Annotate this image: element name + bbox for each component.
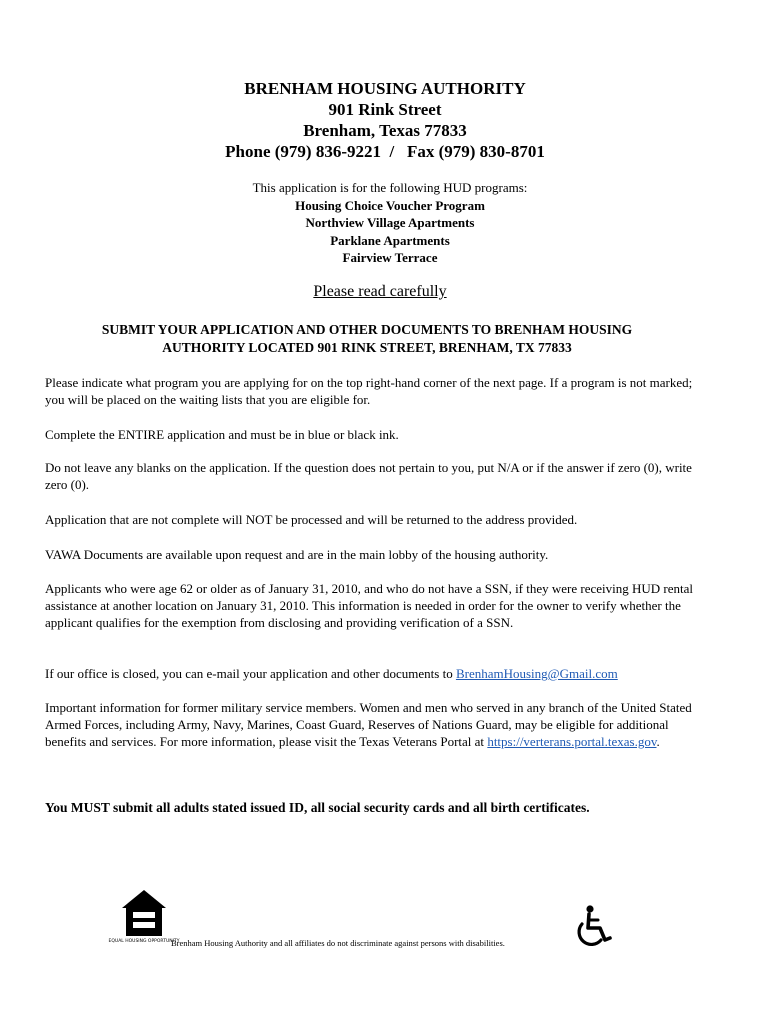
veterans-notice-end: . — [656, 734, 660, 750]
veterans-portal-link[interactable]: https://verterans.portal.texas.gov — [487, 734, 657, 750]
street-address: 901 Rink Street — [328, 100, 442, 119]
program-item: Parklane Apartments — [330, 232, 450, 248]
veterans-notice-text: Important information for former military service members. Women and men who served in any branch of the United Stated Armed Forces, including Army, Navy, Marines, Coast Guard, Reserves of Nations Guard, may be eligible for additional benefits and services. For more information, please visit the Texas Veterans Portal at — [45, 700, 692, 750]
email-link[interactable]: BrenhamHousing@Gmail.com — [455, 666, 618, 681]
equal-housing-icon — [108, 888, 180, 950]
org-name: BRENHAM HOUSING AUTHORITY — [244, 79, 526, 98]
letterhead — [0, 78, 770, 162]
vawa-notice: VAWA Documents are available upon request and are in the main lobby of the housing authority. — [45, 547, 549, 562]
veterans-notice — [45, 699, 705, 751]
program-marking-instruction: Please indicate what program you are applying for on the top right-hand corner of the next page. If a program is not marked; you will be placed on the waiting lists that you are eligible for. — [45, 375, 693, 408]
blanks-instruction: Do not leave any blanks on the application. If the question does not pertain to you, put N/A or if the answer if zero (0), write zero (0). — [45, 460, 692, 493]
email-notice-text: If our office is closed, you can e-mail your application and other documents to — [45, 666, 456, 681]
ssn-exemption-notice: Applicants who were age 62 or older as of January 31, 2010, and who do not have a SSN, if they were receiving HUD rental assistance at another location on January 31, 2010. This information is needed in order for the owner to verify whether the applicant qualifies for the exemption from disclosing and providing verification of a SSN. — [45, 581, 694, 631]
nondiscrimination-statement: Brenham Housing Authority and all affiliates do not discriminate against persons with disabilities. — [171, 938, 505, 948]
incomplete-warning: Application that are not complete will NOT be processed and will be returned to the address provided. — [45, 512, 578, 527]
wheelchair-icon — [572, 904, 618, 950]
equal-housing-logo-text: EQUAL HOUSING OPPORTUNITY — [108, 939, 180, 944]
email-notice — [45, 665, 705, 682]
ink-instruction: Complete the ENTIRE application and must be in blue or black ink. — [45, 427, 399, 442]
submit-notice-line: AUTHORITY LOCATED 901 RINK STREET, BRENHAM, TX 77833 — [162, 340, 572, 355]
submit-notice — [0, 321, 734, 357]
required-documents-notice: You MUST submit all adults stated issued ID, all social security cards and all birth certificates. — [45, 800, 590, 815]
program-intro: This application is for the following HUD programs: — [252, 180, 528, 195]
read-carefully-heading: Please read carefully — [313, 283, 447, 300]
submit-notice-line: SUBMIT YOUR APPLICATION AND OTHER DOCUMENTS TO BRENHAM HOUSING — [101, 322, 633, 337]
phone-fax: Phone (979) 836-9221 / Fax (979) 830-8701 — [225, 142, 545, 161]
city-address: Brenham, Texas 77833 — [303, 121, 467, 140]
program-list — [0, 179, 780, 267]
program-item: Northview Village Apartments — [305, 215, 475, 230]
program-item: Fairview Terrace — [342, 250, 438, 265]
program-item: Housing Choice Voucher Program — [295, 197, 485, 213]
